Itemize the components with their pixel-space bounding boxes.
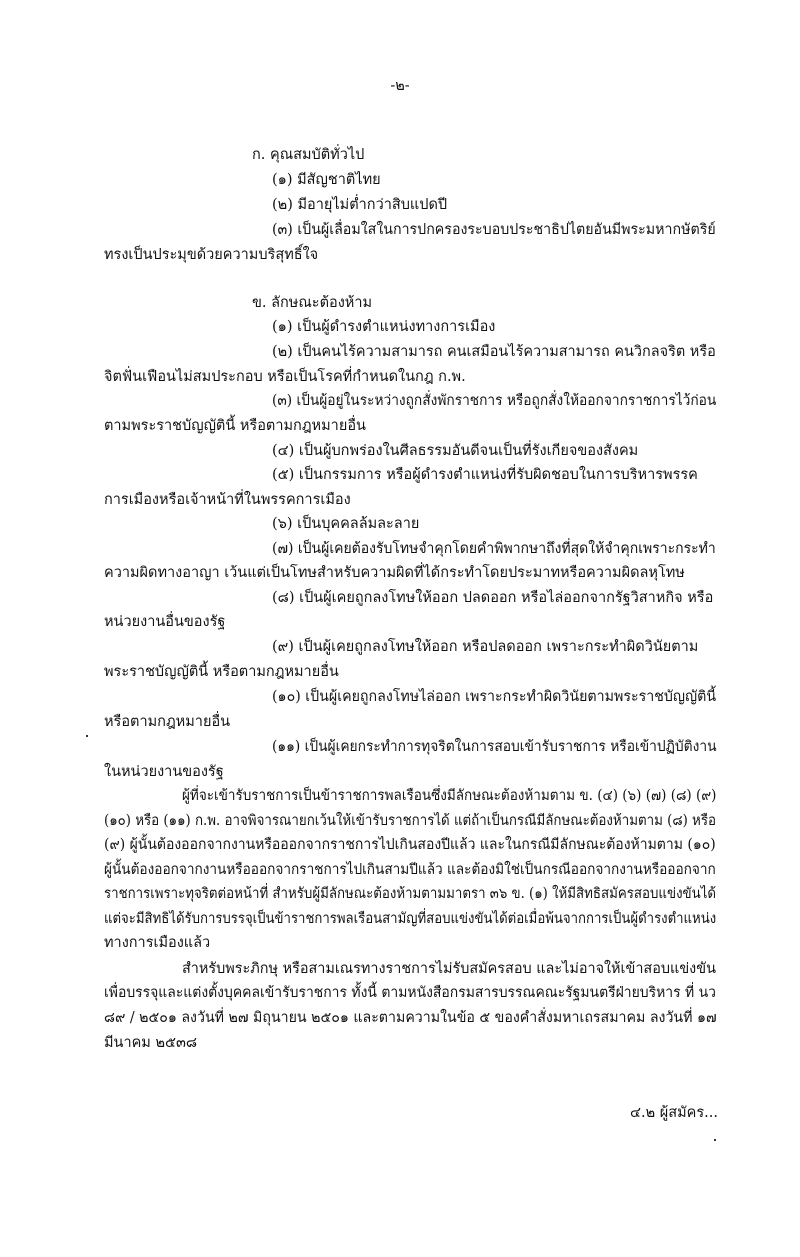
scan-speck	[714, 1139, 716, 1141]
paragraph-2-line: สำหรับพระภิกษุ หรือสามเณรทางราชการไม่รับสมัครสอบ และไม่อาจให้เข้าสอบแข่งขัน	[182, 961, 716, 977]
footer-continuation: ๔.๒ ผู้สมัคร...	[630, 1105, 718, 1121]
paragraph-1-line: (๙) ผู้นั้นต้องออกจากงานหรือออกจากราชการไปเกินสองปีแล้ว และในกรณีมีลักษณะต้องห้ามตาม (๑๐)	[104, 837, 716, 853]
section-a-item-3: (๓) เป็นผู้เลื่อมใสในการปกครองระบอบประชาธิปไตยอันมีพระมหากษัตริย์	[272, 222, 716, 238]
section-b-line: หน่วยงานอื่นของรัฐ	[104, 614, 226, 630]
section-b-line: การเมืองหรือเจ้าหน้าที่ในพรรคการเมือง	[104, 492, 351, 508]
section-b-line: ในหน่วยงานของรัฐ	[104, 764, 224, 780]
section-a-item-1: (๑) มีสัญชาติไทย	[272, 172, 381, 188]
section-b-line: (๘) เป็นผู้เคยถูกลงโทษให้ออก ปลดออก หรือไล่ออกจากรัฐวิสาหกิจ หรือ	[272, 590, 714, 606]
section-b-line: (๑๑) เป็นผู้เคยกระทำการทุจริตในการสอบเข้ารับราชการ หรือเข้าปฏิบัติงาน	[272, 739, 717, 755]
section-b-line: (๒) เป็นคนไร้ความสามารถ คนเสมือนไร้ความสามารถ คนวิกลจริต หรือ	[272, 344, 716, 360]
section-b-line: (๖) เป็นบุคคลล้มละลาย	[272, 516, 420, 532]
paragraph-1-line: ราชการเพราะทุจริตต่อหน้าที่ สำหรับผู้มีลักษณะต้องห้ามตามมาตรา ๓๖ ข. (๑) ให้มีสิทธิสมัครสอบแข่งขันได้	[104, 886, 717, 902]
paragraph-2-line: มีนาคม ๒๕๓๘	[104, 1035, 198, 1051]
section-b-line: หรือตามกฎหมายอื่น	[104, 714, 231, 730]
page-number: -๒-	[390, 78, 410, 94]
section-b-line: (๑) เป็นผู้ดำรงตำแหน่งทางการเมือง	[272, 319, 496, 335]
section-a-item-3-cont: ทรงเป็นประมุขด้วยความบริสุทธิ์ใจ	[104, 247, 319, 263]
section-b-line: ตามพระราชบัญญัตินี้ หรือตามกฎหมายอื่น	[104, 418, 366, 434]
paragraph-2-line: ๘๙ / ๒๕๐๑ ลงวันที่ ๒๗ มิถุนายน ๒๕๐๑ และตามความในข้อ ๕ ของคำสั่งมหาเถรสมาคม ลงวันที่ ๑๗	[104, 1010, 717, 1026]
paragraph-1-line: (๑๐) หรือ (๑๑) ก.พ. อาจพิจารณายกเว้นให้เข้ารับราชการได้ แต่ถ้าเป็นกรณีมีลักษณะต้องห้ามตาม (๘) หรือ	[104, 813, 717, 829]
paragraph-2-line: เพื่อบรรจุและแต่งตั้งบุคคลเข้ารับราชการ ทั้งนี้ ตามหนังสือกรมสารบรรณคณะรัฐมนตรีฝ่ายบริหาร ที่ นว	[104, 985, 716, 1001]
section-b-line: (๑๐) เป็นผู้เคยถูกลงโทษไล่ออก เพราะกระทำผิดวินัยตามพระราชบัญญัตินี้	[272, 689, 717, 705]
section-b-line: พระราชบัญญัตินี้ หรือตามกฎหมายอื่น	[104, 664, 339, 680]
scan-speck	[86, 735, 88, 737]
section-b-line: ความผิดทางอาญา เว้นแต่เป็นโทษสำหรับความผิดที่ได้กระทำโดยประมาทหรือความผิดลหุโทษ	[104, 565, 685, 581]
section-b-line: (๗) เป็นผู้เคยต้องรับโทษจำคุกโดยคำพิพากษาถึงที่สุดให้จำคุกเพราะกระทำ	[272, 541, 716, 557]
section-a-item-2: (๒) มีอายุไม่ต่ำกว่าสิบแปดปี	[272, 197, 448, 213]
paragraph-1-line: ผู้ที่จะเข้ารับราชการเป็นข้าราชการพลเรือนซึ่งมีลักษณะต้องห้ามตาม ข. (๔) (๖) (๗) (๘) (๙)	[182, 788, 717, 804]
section-b-line: (๔) เป็นผู้บกพร่องในศีลธรรมอันดีจนเป็นที่รังเกียจของสังคม	[272, 443, 639, 459]
paragraph-1-line: ทางการเมืองแล้ว	[104, 935, 211, 951]
paragraph-1-line: แต่จะมีสิทธิได้รับการบรรจุเป็นข้าราชการพลเรือนสามัญที่สอบแข่งขันได้ต่อเมื่อพ้นจากการเป็นผู้ดำรงตำแหน่ง	[104, 911, 717, 927]
section-b-line: (๙) เป็นผู้เคยถูกลงโทษให้ออก หรือปลดออก เพราะกระทำผิดวินัยตาม	[272, 639, 699, 655]
paragraph-1-line: ผู้นั้นต้องออกจากงานหรือออกจากราชการไปเกินสามปีแล้ว และต้องมิใช่เป็นกรณีออกจากงานหรือออกจาก	[104, 862, 716, 878]
section-b-line: (๓) เป็นผู้อยู่ในระหว่างถูกสั่งพักราชการ หรือถูกสั่งให้ออกจากราชการไว้ก่อน	[272, 393, 717, 409]
section-b-line: จิตฟั่นเฟือนไม่สมประกอบ หรือเป็นโรคที่กำหนดในกฎ ก.พ.	[104, 369, 466, 385]
section-b-heading: ข. ลักษณะต้องห้าม	[252, 295, 373, 311]
section-b-line: (๕) เป็นกรรมการ หรือผู้ดำรงตำแหน่งที่รับผิดชอบในการบริหารพรรค	[272, 467, 698, 483]
section-a-heading: ก. คุณสมบัติทั่วไป	[252, 147, 365, 163]
